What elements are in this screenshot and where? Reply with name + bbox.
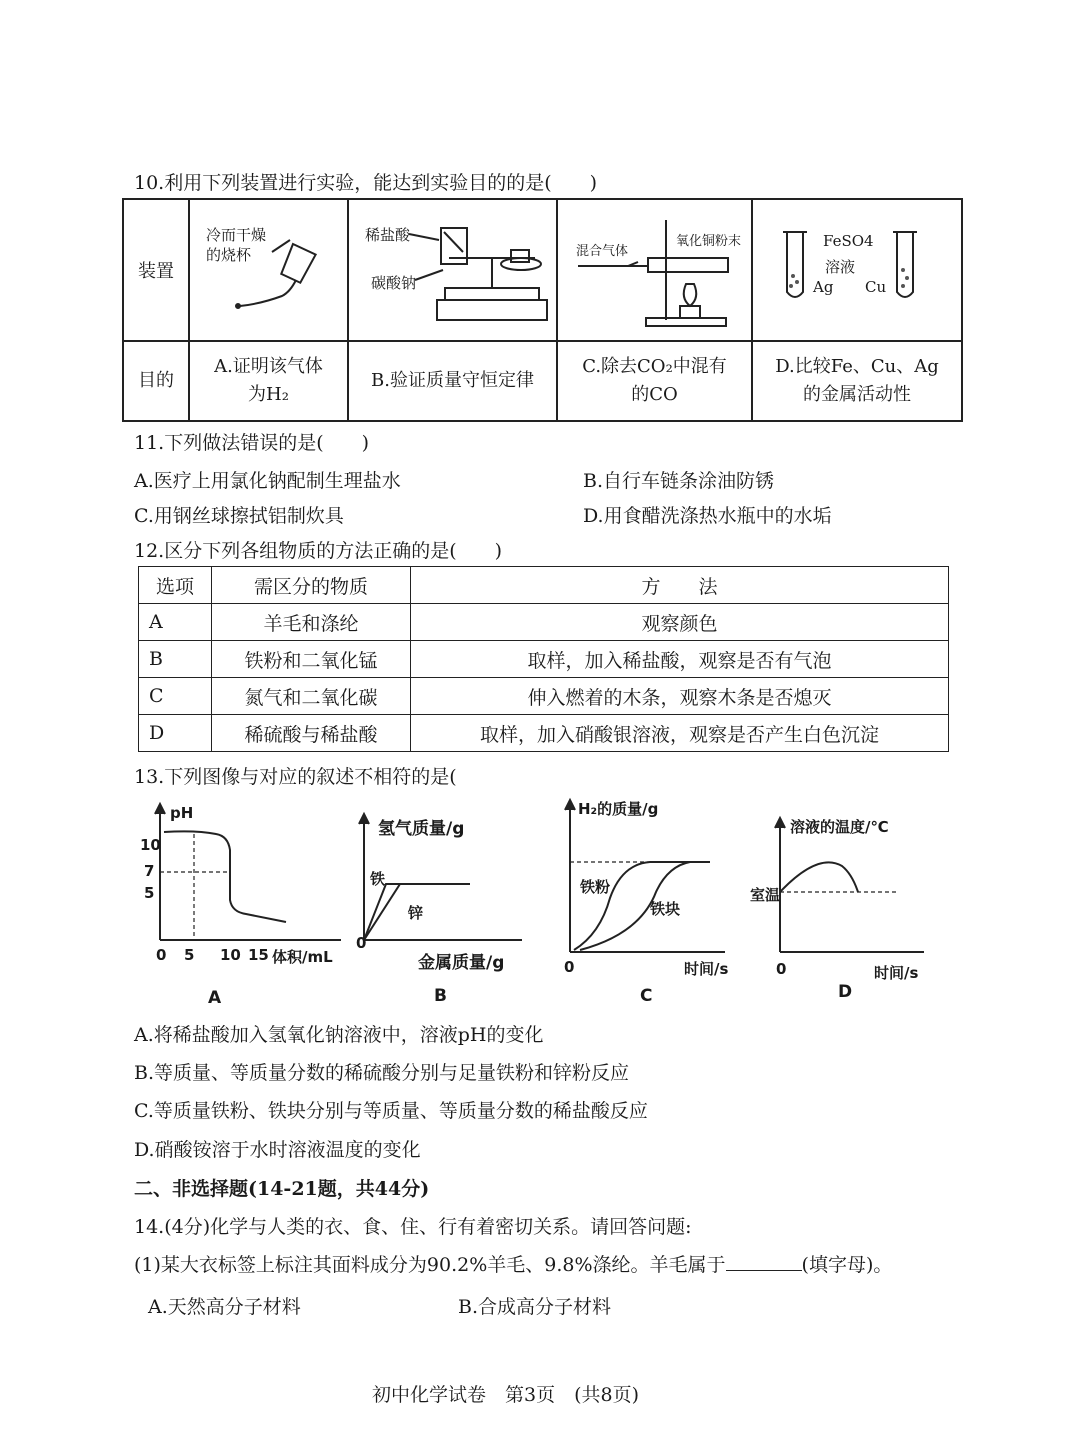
answer-blank[interactable]: [726, 1254, 802, 1271]
device-c-label-2: 氧化铜粉末: [676, 234, 742, 249]
balance-scale-icon: [349, 200, 556, 340]
q13-option-c: C.等质量铁粉、铁块分别与等质量、等质量分数的稀盐酸反应: [134, 1100, 648, 1122]
graph-d-origin: 0: [776, 960, 787, 978]
table-header-row: [139, 567, 949, 604]
header-option: 选项: [139, 567, 212, 604]
table-row: [139, 715, 949, 752]
graph-a-ylabel: pH: [170, 804, 194, 822]
graph-a-ytick-10: 10: [140, 836, 161, 854]
header-method: 方 法: [411, 567, 949, 604]
graph-a-xtick-15: 15: [248, 946, 269, 964]
q13-option-d: D.硝酸铵溶于水时溶液温度的变化: [134, 1139, 421, 1161]
graph-a-ytick-5: 5: [144, 884, 155, 902]
graph-a-xlabel: 体积/mL: [272, 948, 333, 966]
q10-purpose-a: [189, 341, 348, 421]
purpose-d-line-2: 的金属活动性: [803, 384, 911, 405]
graph-a-plot: [136, 800, 346, 970]
q10-table: [122, 198, 963, 422]
graph-c-xlabel: 时间/s: [684, 960, 729, 978]
q14-sub1-suffix: (填字母)。: [801, 1254, 893, 1276]
purpose-c-line-2: 的CO: [631, 384, 678, 405]
row-b-substances: 铁粉和二氧化锰: [212, 641, 411, 678]
row-c-method: 伸入燃着的木条，观察木条是否熄灭: [411, 678, 949, 715]
device-b-label-1: 稀盐酸: [365, 226, 411, 244]
q12-stem: 12.区分下列各组物质的方法正确的是( ): [134, 540, 503, 562]
graph-a-ytick-7: 7: [144, 862, 155, 880]
q10-device-b: [348, 199, 557, 341]
q11-option-a: A.医疗上用氯化钠配制生理盐水: [134, 470, 401, 492]
graph-c-curve-block: 铁块: [650, 900, 681, 918]
row-b-method: 取样，加入稀盐酸，观察是否有气泡: [411, 641, 949, 678]
q10-row-purpose-label: 目的: [123, 341, 189, 421]
q14-option-a: A.天然高分子材料: [148, 1296, 301, 1318]
device-c-label-1: 混合气体: [576, 244, 629, 259]
q14-sub1-text: (1)某大衣标签上标注其面料成分为90.2%羊毛、9.8%涤纶。羊毛属于: [134, 1254, 726, 1276]
graph-d-ref: 室温: [750, 886, 781, 904]
q14-stem: 14.(4分)化学与人类的衣、食、住、行有着密切关系。请回答问题:: [134, 1216, 692, 1238]
q11-option-c: C.用钢丝球擦拭铝制炊具: [134, 505, 344, 527]
q13-option-b: B.等质量、等质量分数的稀硫酸分别与足量铁粉和锌粉反应: [134, 1062, 630, 1084]
row-c-substances: 氮气和二氧化碳: [212, 678, 411, 715]
q10-device-c: [557, 199, 752, 341]
q10-row-device-label: 装置: [123, 199, 189, 341]
graph-d-xlabel: 时间/s: [874, 964, 919, 982]
graph-b: [352, 810, 527, 1010]
graph-c-ylabel: H₂的质量/g: [578, 800, 659, 818]
q14-sub1: [134, 1250, 892, 1277]
graph-b-ylabel: 氢气质量/g: [378, 819, 465, 839]
q13-stem: 13.下列图像与对应的叙述不相符的是(: [134, 766, 457, 788]
header-substances: 需区分的物质: [212, 567, 411, 604]
graph-b-curve-iron: 铁: [370, 870, 386, 888]
device-d-label-2: 溶液: [825, 258, 856, 276]
row-d-substances: 稀硫酸与稀盐酸: [212, 715, 411, 752]
page-footer: 初中化学试卷 第3页 (共8页): [372, 1384, 640, 1406]
device-a-label-1: 冷而干燥: [206, 226, 267, 244]
q10-purpose-b: [348, 341, 557, 421]
graph-a-xtick-10: 10: [220, 946, 241, 964]
graph-c-origin: 0: [564, 958, 575, 976]
q11-option-d: D.用食醋洗涤热水瓶中的水垢: [583, 505, 832, 527]
row-a-option: A: [139, 604, 212, 641]
q10-purpose-c: [557, 341, 752, 421]
row-d-option: D: [139, 715, 212, 752]
graph-b-xlabel: 金属质量/g: [418, 953, 505, 973]
q11-option-b: B.自行车链条涂油防锈: [583, 470, 775, 492]
q11-stem: 11.下列做法错误的是( ): [134, 432, 370, 454]
purpose-a-line-1: A.证明该气体: [214, 356, 323, 377]
beaker-over-flame-icon: [190, 200, 347, 340]
device-d-label-4: Cu: [865, 278, 887, 296]
tube-heating-apparatus-icon: [558, 200, 751, 340]
q10-purpose-d: [752, 341, 962, 421]
device-d-label-3: Ag: [813, 278, 834, 296]
table-row: [139, 641, 949, 678]
device-b-label-2: 碳酸钠: [371, 274, 417, 292]
purpose-a-line-2: 为H₂: [248, 384, 289, 405]
row-b-option: B: [139, 641, 212, 678]
graph-b-caption: B: [434, 986, 447, 1006]
graph-a-xtick-5: 5: [184, 946, 195, 964]
table-row: [139, 604, 949, 641]
test-tubes-icon: [753, 200, 965, 340]
q13-option-a: A.将稀盐酸加入氢氧化钠溶液中，溶液pH的变化: [134, 1024, 544, 1046]
device-d-label-1: FeSO4: [823, 232, 874, 250]
section-heading: 二、非选择题(14-21题，共44分): [134, 1178, 430, 1200]
graph-b-origin: 0: [356, 934, 367, 952]
device-a-label-2: 的烧杯: [206, 246, 252, 264]
graph-c-caption: C: [640, 986, 653, 1006]
graph-d: [748, 812, 928, 1008]
graph-b-curve-zinc: 锌: [408, 904, 424, 922]
graph-d-ylabel: 溶液的温度/℃: [790, 818, 889, 836]
purpose-d-line-1: D.比较Fe、Cu、Ag: [775, 356, 939, 377]
q12-table: [138, 566, 949, 752]
graph-a: [136, 800, 346, 1010]
graph-a-caption: A: [208, 988, 222, 1008]
q10-device-a: [189, 199, 348, 341]
q10-stem: 10.利用下列装置进行实验，能达到实验目的的是( ): [134, 172, 598, 194]
row-d-method: 取样，加入硝酸银溶液，观察是否产生白色沉淀: [411, 715, 949, 752]
graph-a-xtick-0: 0: [156, 946, 167, 964]
table-row: [139, 678, 949, 715]
graph-c-curve-powder: 铁粉: [580, 878, 611, 896]
purpose-b-line-1: B.验证质量守恒定律: [371, 370, 534, 391]
graph-c: [560, 794, 730, 1010]
graph-d-caption: D: [838, 982, 853, 1002]
row-a-method: 观察颜色: [411, 604, 949, 641]
row-c-option: C: [139, 678, 212, 715]
q14-option-b: B.合成高分子材料: [458, 1296, 612, 1318]
purpose-c-line-1: C.除去CO₂中混有: [582, 356, 727, 377]
row-a-substances: 羊毛和涤纶: [212, 604, 411, 641]
q10-device-d: [752, 199, 962, 341]
